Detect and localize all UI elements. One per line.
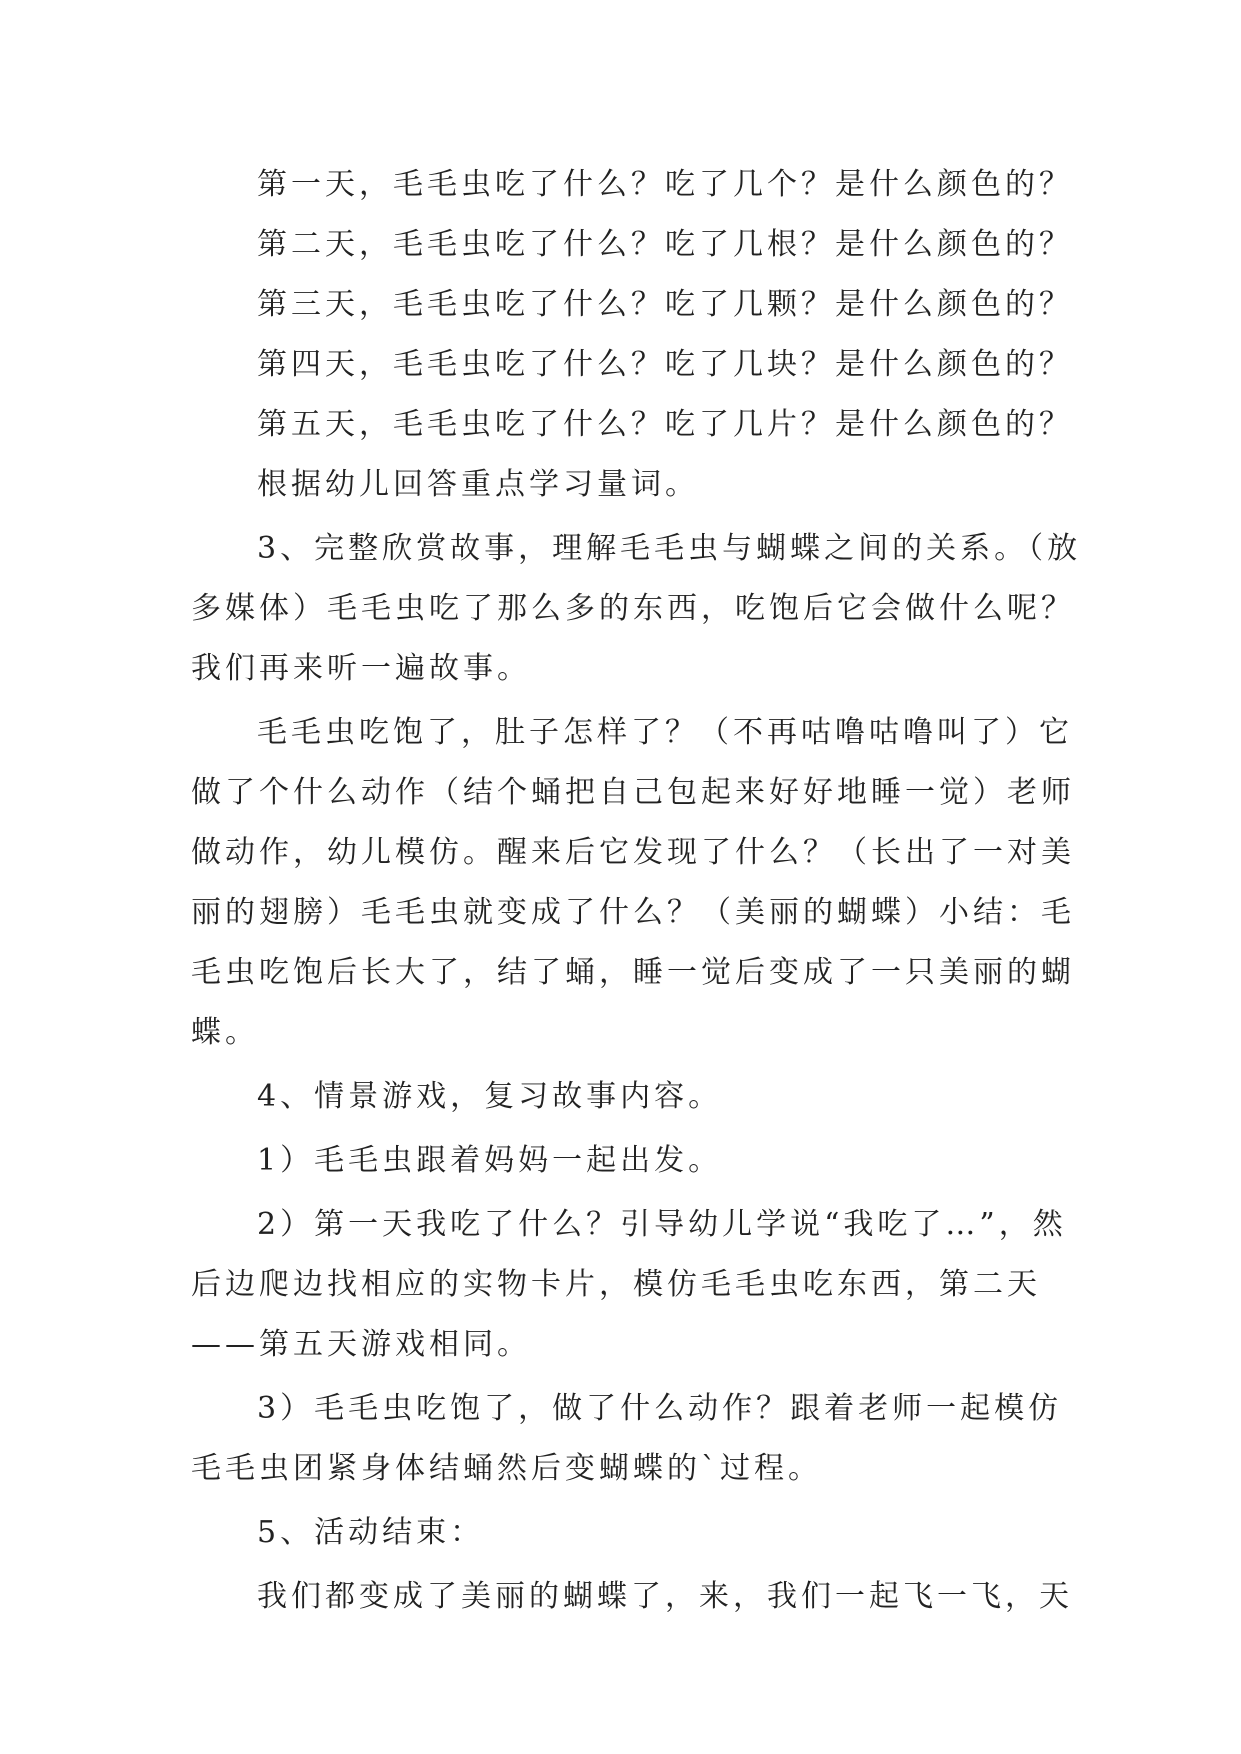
story-line: 丽的翅膀）毛毛虫就变成了什么？（美丽的蝴蝶）小结：毛 bbox=[191, 895, 1075, 930]
question-day-5: 第五天，毛毛虫吃了什么？吃了几片？是什么颜色的？ bbox=[257, 407, 1073, 442]
closing-line: 我们都变成了美丽的蝴蝶了，来，我们一起飞一飞，天 bbox=[257, 1579, 1073, 1614]
section-4-heading bbox=[191, 1067, 1051, 1127]
game-step-3-line: 3）毛毛虫吃饱了，做了什么动作？跟着老师一起模仿 bbox=[257, 1391, 1063, 1426]
question-day-2: 第二天，毛毛虫吃了什么？吃了几根？是什么颜色的？ bbox=[257, 227, 1073, 262]
story-paragraph bbox=[191, 703, 1075, 1063]
closing-paragraph bbox=[191, 1567, 1073, 1627]
game-step-2-line: 2）第一天我吃了什么？引导幼儿学说“我吃了…”，然 bbox=[257, 1207, 1067, 1242]
story-line: 做动作，幼儿模仿。醒来后它发现了什么？（长出了一对美 bbox=[191, 835, 1075, 870]
section-3-line: 3、完整欣赏故事，理解毛毛虫与蝴蝶之间的关系。（放 bbox=[257, 531, 1082, 566]
section-3-line: 我们再来听一遍故事。 bbox=[191, 651, 531, 686]
measure-word-note: 根据幼儿回答重点学习量词。 bbox=[257, 467, 699, 502]
story-line: 毛虫吃饱后长大了，结了蛹，睡一觉后变成了一只美丽的蝴 bbox=[191, 955, 1075, 990]
story-line: 毛毛虫吃饱了，肚子怎样了？（不再咕噜咕噜叫了）它 bbox=[257, 715, 1073, 750]
question-day-1: 第一天，毛毛虫吃了什么？吃了几个？是什么颜色的？ bbox=[257, 167, 1073, 202]
game-step-3-line: 毛毛虫团紧身体结蛹然后变蝴蝶的`过程。 bbox=[191, 1451, 822, 1486]
section-3-line: 多媒体）毛毛虫吃了那么多的东西，吃饱后它会做什么呢？ bbox=[191, 591, 1075, 626]
game-step-2-line: 后边爬边找相应的实物卡片，模仿毛毛虫吃东西，第二天 bbox=[191, 1267, 1041, 1302]
game-step-1-line: 1）毛毛虫跟着妈妈一起出发。 bbox=[257, 1143, 723, 1178]
game-step-1 bbox=[191, 1131, 1051, 1191]
game-step-2-line: ——第五天游戏相同。 bbox=[191, 1327, 531, 1362]
question-day-3: 第三天，毛毛虫吃了什么？吃了几颗？是什么颜色的？ bbox=[257, 287, 1073, 322]
story-line: 蝶。 bbox=[191, 1015, 259, 1050]
section-5-line: 5、活动结束： bbox=[257, 1515, 485, 1550]
document-body bbox=[191, 155, 1082, 1627]
section-5-heading bbox=[191, 1503, 1051, 1563]
section-3-paragraph bbox=[191, 519, 1082, 699]
game-step-3 bbox=[191, 1379, 1063, 1499]
section-4-line: 4、情景游戏，复习故事内容。 bbox=[257, 1079, 723, 1114]
question-day-4: 第四天，毛毛虫吃了什么？吃了几块？是什么颜色的？ bbox=[257, 347, 1073, 382]
story-line: 做了个什么动作（结个蛹把自己包起来好好地睡一觉）老师 bbox=[191, 775, 1075, 810]
game-step-2 bbox=[191, 1195, 1067, 1375]
